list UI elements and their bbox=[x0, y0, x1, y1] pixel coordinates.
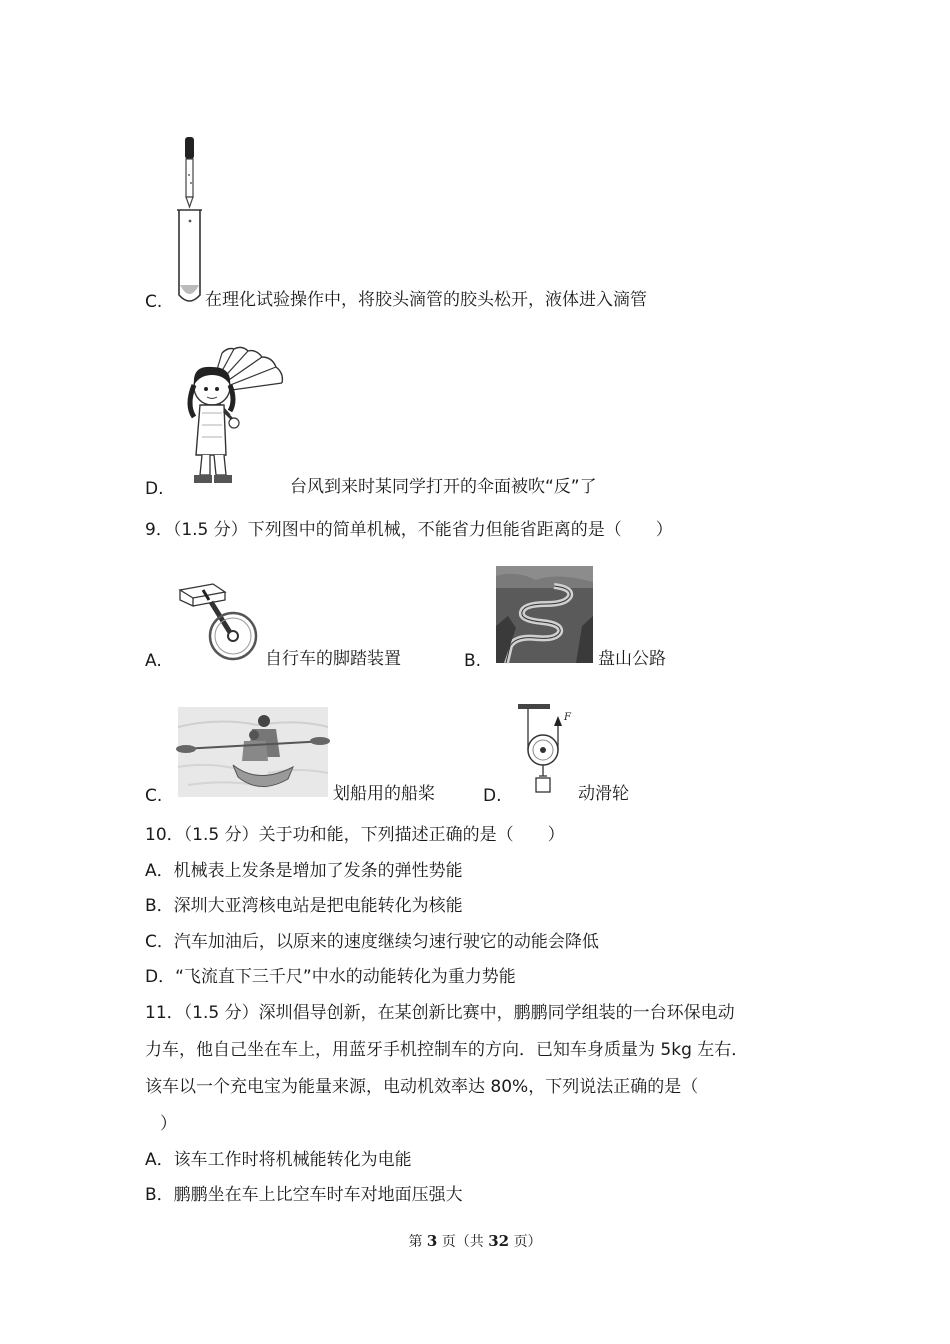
q11-stem-line-1: 11．（1.5 分）深圳倡导创新，在某创新比赛中，鹏鹏同学组装的一台环保电动 bbox=[145, 1003, 735, 1023]
canoe-photo bbox=[178, 707, 328, 797]
movable-pulley-figure bbox=[516, 702, 576, 798]
pulley-force-label: F bbox=[564, 712, 571, 723]
page-footer bbox=[0, 1231, 950, 1251]
q10-option-b: B．深圳大亚湾核电站是把电能转化为核能 bbox=[145, 896, 463, 916]
q8-option-d-text: 台风到来时某同学打开的伞面被吹“反”了 bbox=[290, 477, 597, 497]
footer-total-pages: 32 bbox=[488, 1232, 510, 1250]
q8-option-c-text: 在理化试验操作中，将胶头滴管的胶头松开，液体进入滴管 bbox=[205, 290, 647, 310]
q8-option-c-letter: C. bbox=[145, 292, 163, 312]
footer-page-number: 3 bbox=[426, 1232, 438, 1250]
footer-prefix: 第 bbox=[408, 1234, 423, 1250]
mountain-road-photo bbox=[496, 566, 593, 663]
q9-option-a-letter: A. bbox=[145, 651, 162, 671]
q11-option-a: A．该车工作时将机械能转化为电能 bbox=[145, 1150, 412, 1170]
footer-suffix: 页） bbox=[513, 1234, 542, 1250]
q10-stem: 10．（1.5 分）关于功和能，下列描述正确的是（ ） bbox=[145, 825, 565, 845]
q11-stem-line-2: 力车，他自己坐在车上，用蓝牙手机控制车的方向．已知车身质量为 5kg 左右． bbox=[145, 1040, 749, 1060]
q9-option-b-text: 盘山公路 bbox=[598, 649, 666, 669]
q9-option-c-text: 划船用的船桨 bbox=[333, 784, 435, 804]
q10-option-a: A．机械表上发条是增加了发条的弹性势能 bbox=[145, 861, 463, 881]
bicycle-pedal-figure bbox=[175, 582, 265, 662]
q11-stem-line-3: 该车以一个充电宝为能量来源，电动机效率达 80%，下列说法正确的是（ bbox=[145, 1077, 699, 1097]
q10-option-d: D．“飞流直下三千尺”中水的动能转化为重力势能 bbox=[145, 967, 516, 987]
q8-option-d-letter: D. bbox=[145, 479, 164, 499]
q9-option-c-letter: C. bbox=[145, 786, 163, 806]
q9-option-b-letter: B. bbox=[464, 651, 482, 671]
girl-umbrella-figure bbox=[172, 345, 287, 495]
q11-stem-line-4: ） bbox=[160, 1114, 177, 1134]
q9-option-d-text: 动滑轮 bbox=[578, 784, 629, 804]
q9-option-d-letter: D. bbox=[483, 786, 502, 806]
q11-option-b: B．鹏鹏坐在车上比空车时车对地面压强大 bbox=[145, 1185, 463, 1205]
footer-mid: 页（共 bbox=[441, 1234, 484, 1250]
q9-stem: 9．（1.5 分）下列图中的简单机械，不能省力但能省距离的是（ ） bbox=[145, 520, 673, 540]
q10-option-c: C．汽车加油后，以原来的速度继续匀速行驶它的动能会降低 bbox=[145, 932, 599, 952]
q9-option-a-text: 自行车的脚踏装置 bbox=[265, 649, 401, 669]
dropper-test-tube-figure bbox=[170, 135, 210, 310]
